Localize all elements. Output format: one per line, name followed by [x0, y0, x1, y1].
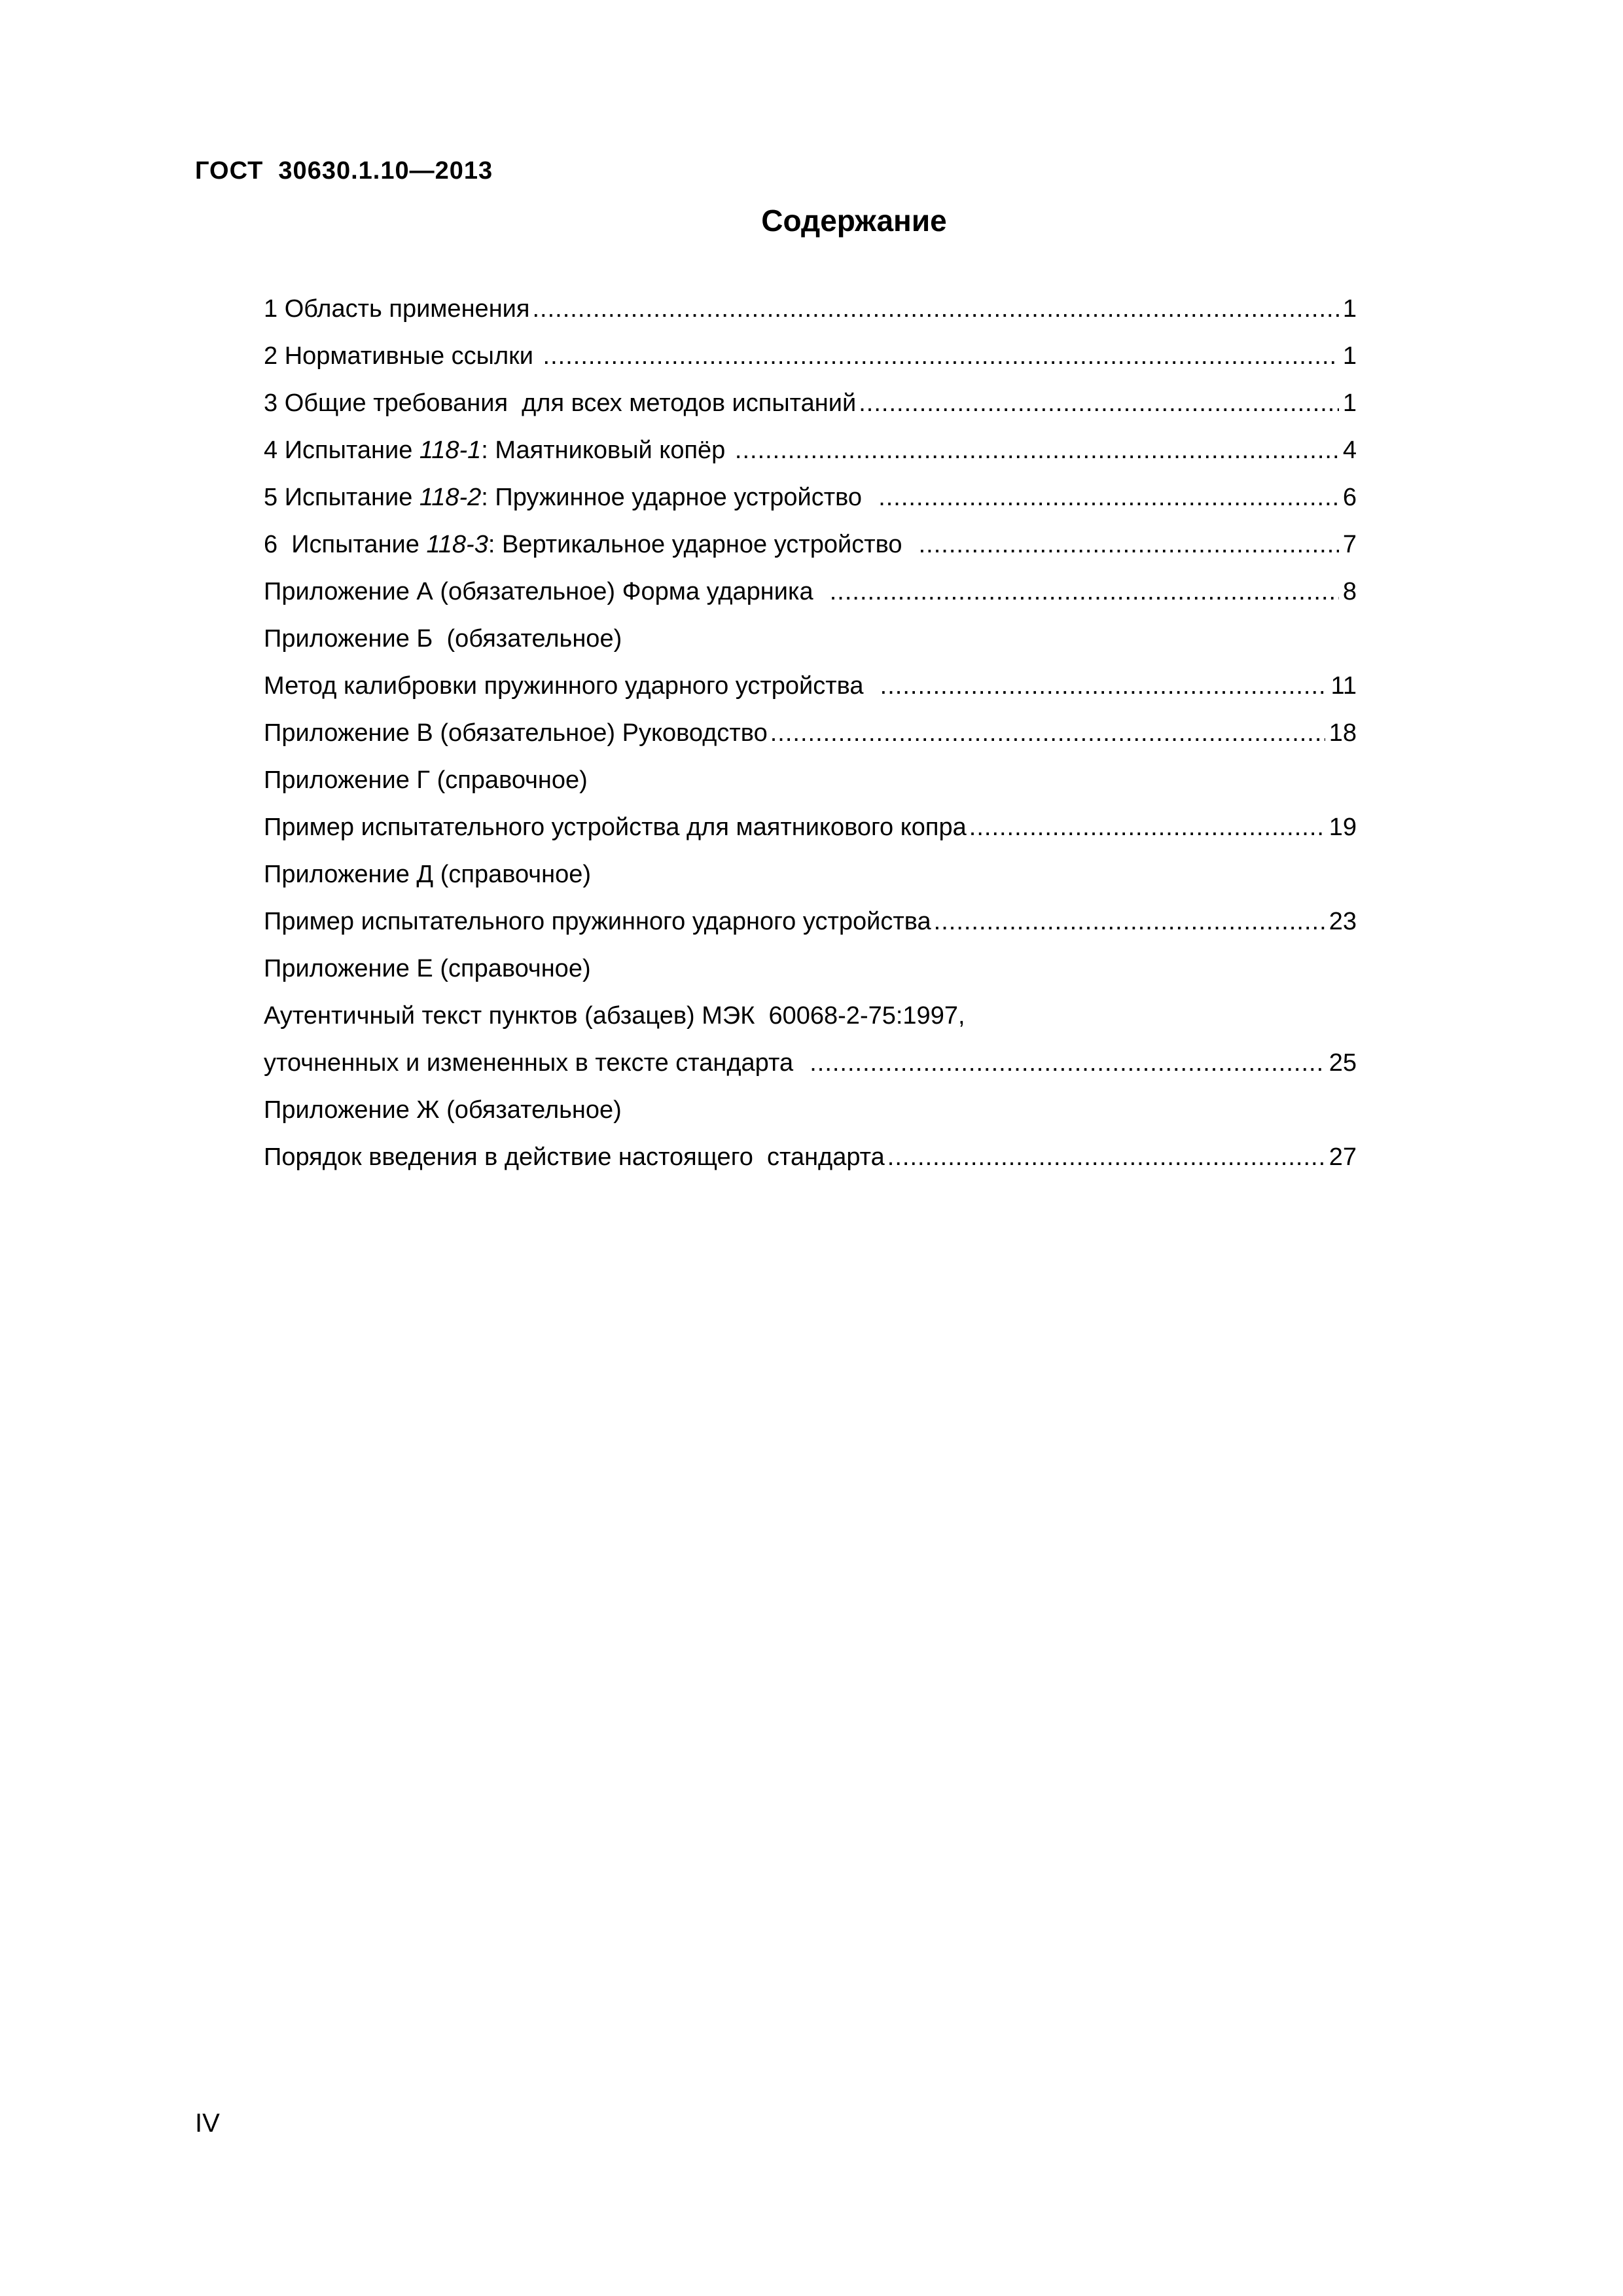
toc-entry — [264, 662, 1357, 709]
toc-leader-dots — [887, 1134, 1325, 1181]
table-of-contents — [264, 285, 1357, 1181]
toc-entry — [264, 1039, 1357, 1086]
toc-entry-label — [264, 992, 965, 1039]
toc-leader-dots — [969, 804, 1325, 851]
toc-entry-text: Аутентичный текст пунктов (абзацев) МЭК 60068-2-75:1997, — [264, 1002, 965, 1030]
toc-entry — [264, 474, 1357, 521]
toc-entry — [264, 615, 1357, 662]
toc-entry — [264, 332, 1357, 380]
toc-entry-text: 6 Испытание — [264, 531, 427, 558]
toc-entry — [264, 898, 1357, 945]
toc-entry-label — [264, 380, 856, 427]
toc-leader-dots — [735, 427, 1339, 474]
toc-leader-dots — [543, 332, 1339, 380]
toc-entry-label — [264, 521, 916, 568]
toc-page-number: 6 — [1342, 484, 1357, 511]
toc-leader-dots — [934, 898, 1325, 945]
toc-page-number: 25 — [1329, 1049, 1357, 1077]
toc-leader-dots — [810, 1039, 1325, 1086]
toc-entry-text: Приложение Е (справочное) — [264, 955, 591, 982]
toc-page-number: 8 — [1342, 578, 1357, 605]
toc-page-number: 1 — [1342, 389, 1357, 417]
toc-entry-text: 1 Область применения — [264, 295, 530, 323]
toc-entry-label — [264, 1039, 807, 1086]
toc-entry — [264, 709, 1357, 757]
toc-entry-text: уточненных и измененных в тексте стандарта — [264, 1049, 808, 1077]
toc-entry — [264, 427, 1357, 474]
toc-entry-label — [264, 757, 588, 804]
toc-entry-text: 3 Общие требования для всех методов испытаний — [264, 389, 857, 417]
toc-entry-label — [264, 474, 876, 521]
toc-entry-text: Приложение А (обязательное) Форма ударника — [264, 578, 827, 605]
toc-entry-label — [264, 804, 967, 851]
toc-page-number: 4 — [1342, 437, 1357, 464]
toc-entry-text: : Вертикальное ударное устройство — [488, 531, 916, 558]
toc-leader-dots — [859, 380, 1339, 427]
toc-entry — [264, 992, 1357, 1039]
toc-entry — [264, 1086, 1357, 1134]
toc-entry-text: Приложение Д (справочное) — [264, 861, 591, 888]
toc-entry-text: 2 Нормативные ссылки — [264, 342, 541, 370]
toc-page-number: 7 — [1342, 531, 1357, 558]
toc-page-number: 18 — [1329, 719, 1357, 747]
toc-entry-label — [264, 709, 768, 757]
toc-leader-dots — [532, 285, 1338, 332]
toc-entry-label — [264, 1086, 622, 1134]
toc-entry-text: Порядок введения в действие настоящего стандарта — [264, 1143, 885, 1171]
toc-page-number: 11 — [1330, 672, 1357, 700]
toc-entry-text: Приложение Б (обязательное) — [264, 625, 622, 653]
toc-entry — [264, 285, 1357, 332]
toc-entry-label — [264, 945, 591, 992]
toc-entry-label — [264, 285, 529, 332]
toc-leader-dots — [880, 662, 1327, 709]
toc-entry — [264, 1134, 1357, 1181]
toc-entry — [264, 380, 1357, 427]
toc-page-number: 23 — [1329, 908, 1357, 935]
toc-entry-label — [264, 851, 591, 898]
test-code: 118-1 — [419, 437, 482, 464]
toc-entry-text: Приложение Ж (обязательное) — [264, 1096, 622, 1124]
toc-entry-text: 5 Испытание — [264, 484, 419, 511]
toc-entry-label — [264, 1134, 885, 1181]
page-number: IV — [195, 2109, 220, 2138]
toc-entry-text: Приложение Г (справочное) — [264, 766, 588, 794]
standard-code-header: ГОСТ 30630.1.10—2013 — [195, 157, 493, 185]
toc-entry — [264, 804, 1357, 851]
toc-entry-text: Приложение В (обязательное) Руководство — [264, 719, 768, 747]
toc-page-number: 1 — [1342, 295, 1357, 323]
toc-leader-dots — [830, 568, 1339, 615]
toc-leader-dots — [770, 709, 1325, 757]
toc-entry-text: Пример испытательного устройства для маятникового копра — [264, 814, 967, 841]
toc-entry — [264, 521, 1357, 568]
toc-entry — [264, 757, 1357, 804]
toc-entry-label — [264, 427, 732, 474]
toc-page-number: 27 — [1329, 1143, 1357, 1171]
toc-entry-label — [264, 332, 541, 380]
toc-entry-text: : Пружинное ударное устройство — [481, 484, 876, 511]
toc-entry-label — [264, 662, 878, 709]
toc-leader-dots — [878, 474, 1339, 521]
toc-leader-dots — [919, 521, 1339, 568]
toc-entry-text: Пример испытательного пружинного ударного устройства — [264, 908, 931, 935]
toc-entry — [264, 851, 1357, 898]
toc-entry-label — [264, 568, 827, 615]
toc-entry-text: : Маятниковый копёр — [481, 437, 732, 464]
toc-entry-label — [264, 898, 931, 945]
toc-entry — [264, 568, 1357, 615]
toc-entry — [264, 945, 1357, 992]
toc-title: Содержание — [761, 204, 947, 238]
toc-entry-label — [264, 615, 622, 662]
toc-page-number: 19 — [1329, 814, 1357, 841]
test-code: 118-2 — [419, 484, 482, 511]
toc-entry-text: 4 Испытание — [264, 437, 419, 464]
toc-entry-text: Метод калибровки пружинного ударного устройства — [264, 672, 878, 700]
test-code: 118-3 — [426, 531, 488, 558]
toc-page-number: 1 — [1342, 342, 1357, 370]
